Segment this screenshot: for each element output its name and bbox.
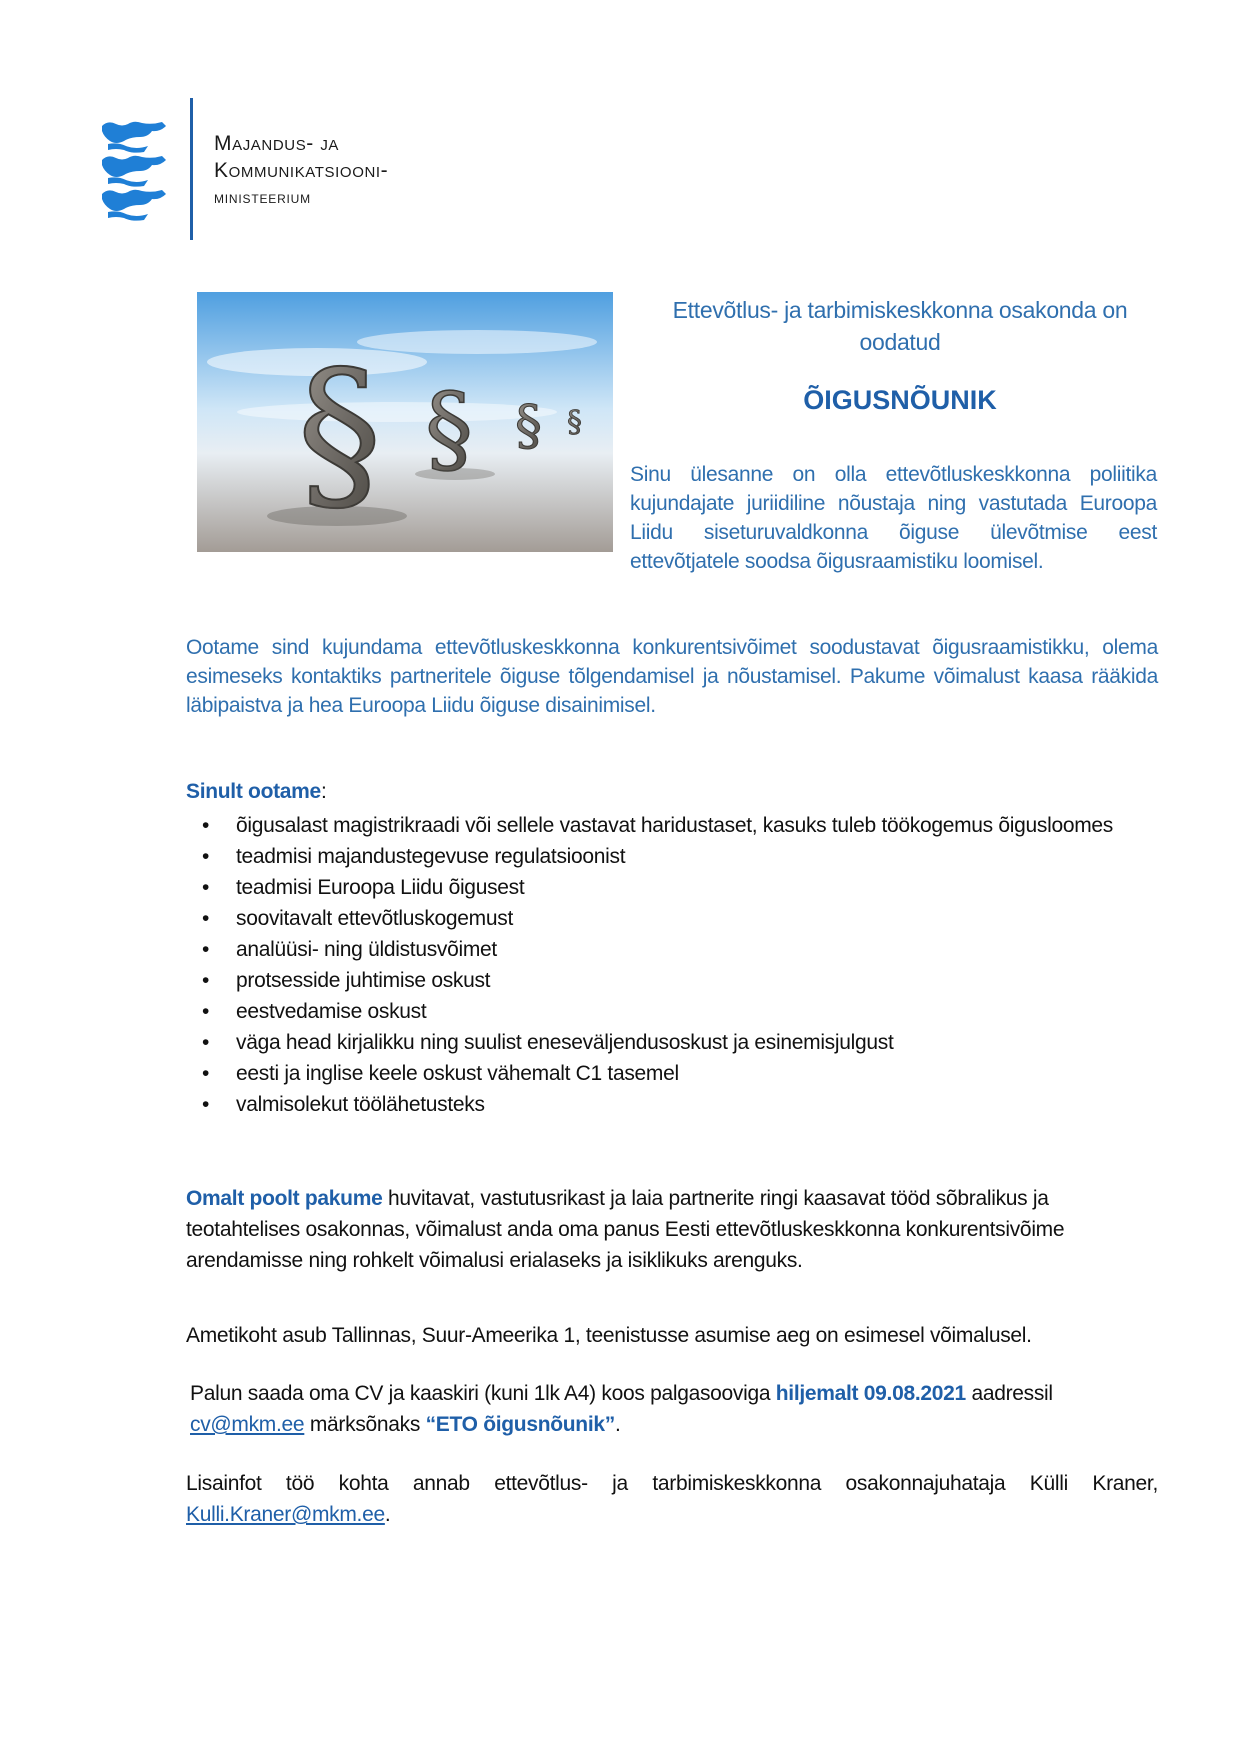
requirement-text: valmisolekut töölähetusteks — [236, 1093, 485, 1116]
svg-text:§: § — [567, 405, 582, 440]
contact-end: . — [384, 1503, 391, 1526]
bullet-icon: • — [202, 938, 210, 961]
requirement-item — [186, 903, 1158, 934]
requirement-item — [186, 965, 1158, 996]
svg-text:§: § — [297, 335, 382, 533]
requirement-text: teadmisi Euroopa Liidu õigusest — [236, 876, 525, 899]
requirement-item — [186, 1089, 1158, 1120]
application-email-link[interactable]: cv@mkm.ee — [190, 1413, 305, 1436]
contact-paragraph — [186, 1468, 1158, 1530]
requirement-item — [186, 872, 1158, 903]
requirement-item — [186, 841, 1158, 872]
svg-text:§: § — [515, 394, 542, 457]
apply-text-2: aadressil — [965, 1382, 1053, 1405]
bullet-icon: • — [202, 1031, 210, 1054]
bullet-icon: • — [202, 1000, 210, 1023]
requirement-text: eestvedamise oskust — [236, 1000, 427, 1023]
requirements-heading-colon: : — [320, 780, 327, 803]
apply-text-4: . — [614, 1413, 621, 1436]
requirement-item — [186, 810, 1158, 841]
application-keyword: “ETO õigusnõunik” — [425, 1413, 615, 1436]
department-intro: Ettevõtlus- ja tarbimiskeskkonna osakonda on oodatud — [672, 297, 1128, 355]
requirements-list — [186, 810, 1158, 1120]
requirement-text: analüüsi- ning üldistusvõimet — [236, 938, 497, 961]
bullet-icon: • — [202, 876, 210, 899]
ministry-name-line-1: Majandus- ja — [214, 132, 340, 155]
requirements-heading-label: Sinult ootame — [186, 780, 321, 803]
application-paragraph — [190, 1378, 1158, 1440]
requirement-text: väga head kirjalikku ning suulist eneseväljendusoskust ja esinemisjulgust — [236, 1031, 894, 1054]
expectation-paragraph: Ootame sind kujundama ettevõtluskeskkonna konkurentsivõimet soodustavat õigusraamistikku, olema esimeseks kontaktiks partneritele õiguse tõlgendamisel ja nõustamisel. Pakume võimalust kaasa rääkida läbipaistva ja hea Euroopa Liidu õiguse disainimisel. — [186, 636, 1158, 717]
role-summary: Sinu ülesanne on olla ettevõtluskeskkonna poliitika kujundajate juriidiline nõustaja ning vastutada Euroopa Liidu siseturuvaldkonna õiguse ülevõtmise eest ettevõtjatele soodsa õigusraamistiku loomisel. — [630, 463, 1157, 573]
svg-text:§: § — [425, 373, 473, 485]
offer-lead: Omalt poolt pakume — [186, 1187, 383, 1210]
ministry-name — [214, 130, 388, 211]
offer-paragraph — [186, 1183, 1158, 1276]
apply-text-1: Palun saada oma CV ja kaaskiri (kuni 1lk A4) koos palgasooviga — [190, 1382, 776, 1405]
bullet-icon: • — [202, 907, 210, 930]
requirement-item — [186, 934, 1158, 965]
requirement-item — [186, 1058, 1158, 1089]
requirements-heading — [186, 780, 327, 804]
position-title: ÕIGUSNÕUNIK — [803, 385, 997, 415]
apply-text-3: märksõnaks — [304, 1413, 426, 1436]
three-lions-crest-icon — [98, 118, 170, 222]
location-paragraph: Ametikoht asub Tallinnas, Suur-Ameerika 1, teenistusse asumise aeg on esimesel võimalusel. — [186, 1324, 1032, 1347]
bullet-icon: • — [202, 1093, 210, 1116]
contact-email-link[interactable]: Kulli.Kraner@mkm.ee — [186, 1503, 385, 1526]
deadline: hiljemalt 09.08.2021 — [775, 1382, 966, 1405]
requirement-text: teadmisi majandustegevuse regulatsioonist — [236, 845, 626, 868]
ministry-name-line-3: ministeerium — [214, 188, 311, 207]
requirement-text: soovitavalt ettevõtluskogemust — [236, 907, 513, 930]
bullet-icon: • — [202, 969, 210, 992]
logo-divider — [190, 98, 193, 240]
bullet-icon: • — [202, 1062, 210, 1085]
requirement-text: eesti ja inglise keele oskust vähemalt C1 tasemel — [236, 1062, 679, 1085]
requirement-item — [186, 996, 1158, 1027]
requirement-item — [186, 1027, 1158, 1058]
ministry-name-line-2: Kommunikatsiooni- — [214, 159, 389, 182]
requirement-text: õigusalast magistrikraadi või sellele vastavat haridustaset, kasuks tuleb töökogemus õigusloomes — [236, 814, 1114, 837]
offer-text: huvitavat, vastutusrikast ja laia partnerite ringi kaasavat tööd sõbralikus ja teotahtelises osakonnas, võimalust anda oma panus Eesti ettevõtluskeskkonna konkurentsivõime arendamisse ning rohkelt võimalusi erialaseks ja isiklikuks arenguks. — [186, 1187, 1065, 1272]
requirement-text: protsesside juhtimise oskust — [236, 969, 491, 992]
bullet-icon: • — [202, 845, 210, 868]
contact-text: Lisainfot töö kohta annab ettevõtlus- ja tarbimiskeskkonna osakonnajuhataja Külli Kraner, — [186, 1472, 1158, 1495]
bullet-icon: • — [202, 814, 210, 837]
paragraph-signs-sky-image — [197, 292, 613, 552]
